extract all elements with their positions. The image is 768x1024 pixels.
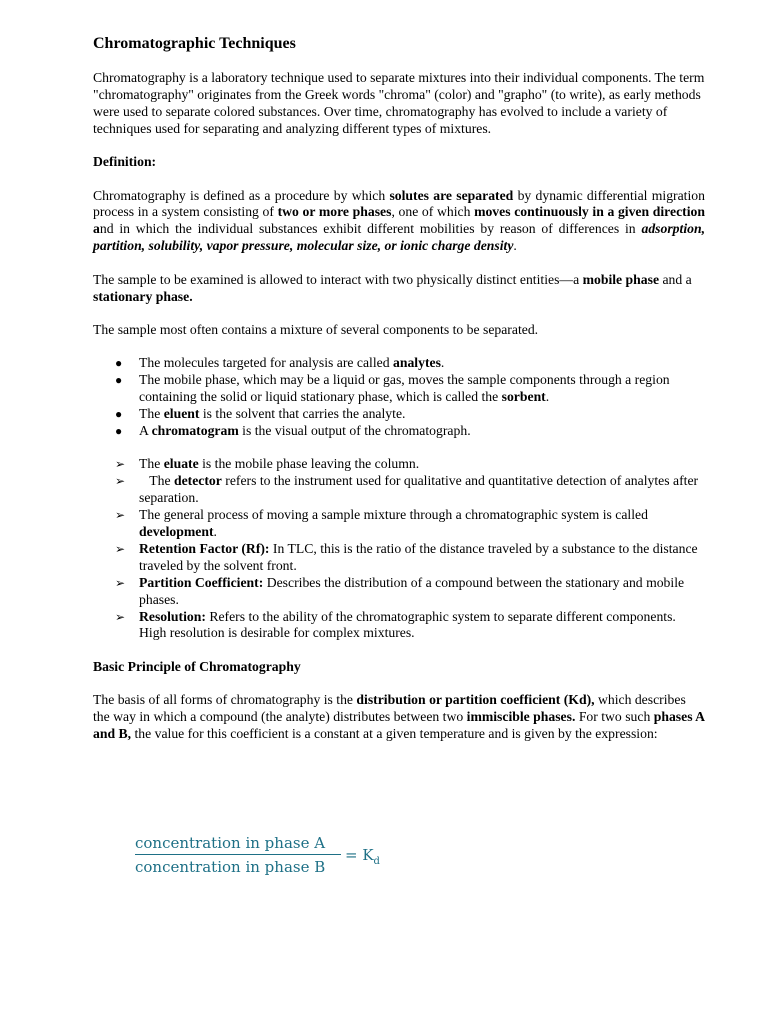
- bullet-list: [93, 355, 705, 440]
- sample-text-2: and a: [659, 271, 692, 287]
- list-item: [93, 355, 705, 372]
- principle-text-1: The basis of all forms of chromatography is the: [93, 692, 357, 708]
- list-item-text: Refers to the ability of the chromatographic system to separate different components. High resolution is desirable for complex mixtures.: [139, 608, 676, 641]
- list-item-bold: detector: [173, 473, 222, 489]
- list-item-text: is the mobile phase leaving the column.: [198, 456, 420, 472]
- bullet-dot-icon: ●: [115, 407, 123, 422]
- list-item-text: .: [545, 389, 550, 405]
- principle-bold-1: distribution or partition coefficient (Kd),: [356, 692, 595, 708]
- list-item: [93, 575, 705, 609]
- definition-text-4: nd in which the individual substances exhibit different mobilities by reason of differences in: [99, 221, 642, 237]
- list-item: [93, 423, 705, 440]
- list-item-text: is the visual output of the chromatograph.: [238, 423, 471, 438]
- definition-text-3: , one of which: [391, 204, 475, 220]
- list-item-text: A: [139, 423, 152, 438]
- list-item-bold: eluate: [163, 456, 199, 472]
- bullet-dot-icon: ●: [115, 373, 123, 388]
- document-body: [93, 34, 705, 760]
- arrow-bullet-icon: ➢: [115, 575, 126, 590]
- arrow-bullet-icon: ➢: [115, 457, 126, 472]
- list-item-bold: eluent: [163, 406, 200, 422]
- principle-text-4: the value for this coefficient is a constant at a given temperature and is given by the expression:: [131, 726, 658, 742]
- fraction-bar: [135, 854, 341, 855]
- list-item-text: The: [139, 473, 174, 489]
- principle-paragraph: [93, 692, 705, 743]
- list-item: [93, 541, 705, 575]
- definition-heading: Definition:: [93, 154, 157, 170]
- arrow-bullet-icon: ➢: [115, 541, 126, 556]
- list-item: [93, 609, 705, 643]
- list-item-bold: analytes: [393, 355, 441, 371]
- principle-text-2: which describes the way in which a compound (the analyte) distributes between two: [93, 692, 686, 725]
- list-item-text: .: [440, 355, 445, 371]
- definition-bold-italic: adsorption, partition, solubility, vapor pressure, molecular size, or ionic charge density: [93, 221, 705, 254]
- definition-bold-3a: moves continuously in a given direction: [474, 204, 705, 220]
- list-item: [93, 456, 705, 473]
- list-item-bold: Partition Coefficient:: [139, 574, 264, 590]
- list-item-text: is the solvent that carries the analyte.: [199, 406, 406, 422]
- list-item-text: refers to the instrument used for qualitative and quantitative detection of analytes after separation.: [139, 473, 699, 506]
- list-item-bold: chromatogram: [151, 423, 239, 438]
- list-item: [93, 406, 705, 423]
- list-item-text: The general process of moving a sample mixture through a chromatographic system is called: [139, 507, 648, 523]
- list-item: [93, 507, 705, 541]
- list-item-bold: sorbent: [501, 389, 546, 405]
- sample-bold-1: mobile phase: [582, 271, 660, 287]
- list-item: [93, 372, 705, 406]
- partition-coefficient-formula: [135, 833, 395, 879]
- arrow-list: [93, 456, 705, 642]
- formula-equals: = K: [345, 846, 374, 864]
- list-item-bold: Retention Factor (Rf):: [139, 540, 270, 556]
- definition-bold-3b: a: [93, 221, 100, 237]
- definition-text-2: by dynamic differential migration process in a system consisting of: [93, 187, 705, 220]
- list-item-bold: Resolution:: [139, 608, 206, 624]
- formula-fraction: [135, 833, 341, 877]
- arrow-bullet-icon: ➢: [115, 474, 126, 489]
- formula-subscript: d: [373, 856, 380, 867]
- mixture-paragraph: The sample most often contains a mixture of several components to be separated.: [93, 321, 539, 337]
- formula-numerator: concentration in phase A: [135, 834, 326, 852]
- list-item: [93, 473, 705, 507]
- list-item-text: The molecules targeted for analysis are called: [139, 355, 393, 371]
- page-title: Chromatographic Techniques: [93, 35, 296, 52]
- bullet-dot-icon: ●: [115, 356, 123, 371]
- list-item-text: The: [139, 456, 164, 472]
- list-item-text: Describes the distribution of a compound between the stationary and mobile phases.: [139, 574, 685, 607]
- principle-heading: Basic Principle of Chromatography: [93, 658, 301, 674]
- bullet-dot-icon: ●: [115, 424, 123, 438]
- principle-bold-3: phases A and B,: [93, 709, 705, 742]
- list-item-text: In TLC, this is the ratio of the distance traveled by a substance to the distance traveled by the solvent front.: [139, 540, 698, 573]
- list-item-bold: development: [139, 524, 214, 540]
- sample-bold-2: stationary phase.: [93, 288, 193, 304]
- list-item-text: The: [139, 406, 164, 422]
- principle-bold-2: immiscible phases.: [466, 709, 576, 725]
- definition-paragraph: [93, 188, 705, 256]
- intro-paragraph: Chromatography is a laboratory technique used to separate mixtures into their individual components. The term "chromatography" originates from the Greek words "chroma" (color) and "grapho" (to write), as early methods were used to separate colored substances. Over time, chromatography has evolved to include a variety of techniques used for separating and analyzing different types of mixtures.: [93, 70, 705, 136]
- arrow-bullet-icon: ➢: [115, 609, 126, 624]
- arrow-bullet-icon: ➢: [115, 508, 126, 523]
- sample-paragraph: [93, 272, 705, 306]
- definition-bold-1: solutes are separated: [389, 187, 514, 203]
- list-item-text: The mobile phase, which may be a liquid or gas, moves the sample components through a region containing the solid or liquid stationary phase, which is called the: [139, 372, 670, 405]
- definition-bold-2: two or more phases: [277, 204, 392, 220]
- formula-denominator: concentration in phase B: [135, 858, 326, 876]
- principle-text-3: For two such: [575, 709, 654, 725]
- definition-text-5: .: [513, 238, 517, 254]
- definition-text-1: Chromatography is defined as a procedure by which: [93, 187, 390, 203]
- sample-text-1: The sample to be examined is allowed to interact with two physically distinct entities—a: [93, 271, 583, 287]
- list-item-text: .: [213, 524, 217, 540]
- formula-result: [345, 846, 380, 867]
